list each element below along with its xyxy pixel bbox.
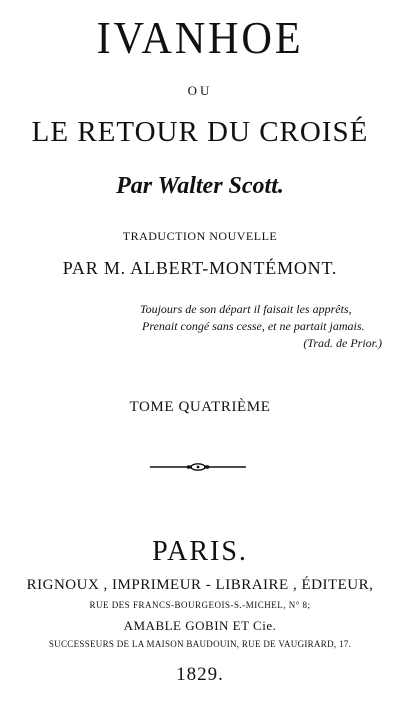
imprint-year: 1829.: [176, 664, 224, 685]
fleuron-ornament-icon: [148, 460, 248, 474]
translation-note: TRADUCTION NOUVELLE: [122, 229, 278, 243]
epigraph-line-1: Toujours de son départ il faisait les apprêts,: [140, 302, 352, 316]
imprint-printer: RIGNOUX , IMPRIMEUR - LIBRAIRE , ÉDITEUR,: [26, 577, 374, 593]
imprint-bookseller: AMABLE GOBIN ET Cie.: [123, 618, 277, 633]
title-connector: OU: [187, 83, 213, 98]
epigraph-attribution: (Trad. de Prior.): [303, 336, 382, 350]
book-title: IVANHOE: [96, 12, 304, 63]
author-line: Par Walter Scott.: [116, 173, 284, 199]
book-subtitle: LE RETOUR DU CROISÉ: [31, 116, 369, 148]
imprint-printer-address: RUE DES FRANCS-BOURGEOIS-S.-MICHEL, N° 8;: [89, 600, 311, 610]
imprint-bookseller-address: SUCCESSEURS DE LA MAISON BAUDOUIN, RUE DE VAUGIRARD, 17.: [48, 639, 352, 649]
imprint-city: PARIS.: [152, 536, 248, 567]
translator-line: PAR M. ALBERT-MONTÉMONT.: [62, 258, 338, 278]
epigraph-line-2: Prenait congé sans cesse, et ne partait jamais.: [142, 319, 365, 333]
epigraph: [140, 301, 388, 352]
volume-label: TOME QUATRIÈME: [129, 399, 271, 415]
